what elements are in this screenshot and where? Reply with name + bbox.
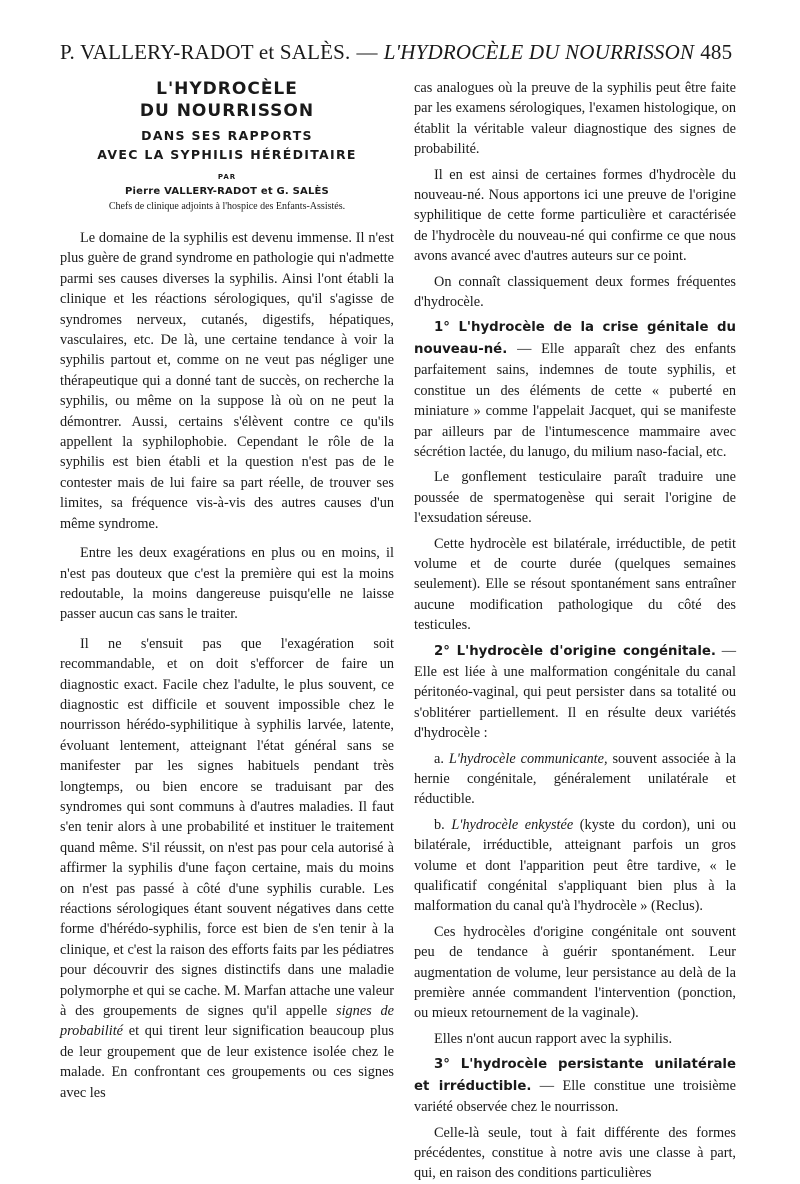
section-2-item-a-label: a. (434, 750, 444, 767)
section-2-text: — Elle est liée à une malformation congénitale du canal péritonéo-vaginal, qui peut persister dans sa totalité ou s'oblitérer partiellement. Il en résulte deux variétés d'hydrocèle : (414, 642, 736, 742)
article-subtitle-line-2: AVEC LA SYPHILIS HÉRÉDITAIRE (97, 147, 357, 162)
section-3-paragraph-2: Celle-là seule, tout à fait différente des formes précédentes, constitue à notre avis une classe à part, qui, en raison des conditions particulières (414, 1124, 736, 1182)
left-paragraph-1: Le domaine de la syphilis est devenu immense. Il n'est plus guère de grand syndrome en pathologie qui n'admette parmi ses causes diverses la syphilis. Ainsi l'ont établi la clinique et les réactions sérologiques, qu'il s'agisse de syndromes nerveux, cutanés, digestifs, hépatiques, vasculaires, etc. De là, une certaine tendance à voir la syphilis partout et, comme on ne veut pas négliger une thérapeutique qui a donné tant de succès, on recherche la syphilis, ou même on la suppose là où on ne peut la démontrer. Aussi, certains s'élèvent contre ce qu'ils appellent la syphilophobie. Cependant le rôle de la syphilis est bien établi et la question n'est pas de le contester mais de lui faire sa part réelle, de trouver ses limites, sa fréquence vis-à-vis des autres causes d'un même syndrome. (60, 230, 394, 532)
left-paragraph-3-text-a: Il ne s'ensuit pas que l'exagération soit recommandable, et on doit s'efforcer de faire un diagnostic exact. Facile chez l'adulte, le plus souvent, ce diagnostic est difficile et souvent impossible chez le nourrisson hérédo-syphilitique à syphilis larvée, latente, évoluant lentement, atteignant l'état général sans se manifester par les signes habituels pendant très longtemps, ou bien encore se traduisant par des syndromes qui sont communs à d'autres maladies. Il faut s'en tenir alors à une probabilité et instituer le traitement quand même. S'il réussit, on n'est pas pour cela autorisé à affirmer la syphilis d'une façon certaine, mais du moins on n'est pas passé à côté d'une syphilis curable. Les réactions sérologiques étant souvent négatives dans cette forme d'hérédo-syphilis, force est bien de s'en tenir à la clinique, et c'est la raison des efforts faits par les pédiatres pour découvrir des signes distinctifs dans une maladie polymorphe et qui se cache. M. Marfan attache une valeur à des groupements de signes qu'il appelle (60, 635, 394, 1020)
article-authors: Pierre VALLERY-RADOT et G. SALÈS (125, 186, 329, 197)
section-1-text: — Elle apparaît chez des enfants parfaitement sains, indemnes de toute syphilis, et constitue un des éléments de cette « puberté en miniature » comme l'appelait Jacquet, qui se manifeste par ailleurs par de l'intumescence mammaire avec sécrétion lactée, du lanugo, du milium naso-facial, etc. (414, 340, 736, 460)
right-paragraph-1: cas analogues où la preuve de la syphilis peut être faite par les examens sérologiques, l'examen histologique, on établit la véritable valeur diagnostique des signes de probabilité. (414, 80, 736, 158)
section-2-item-b (414, 815, 736, 917)
article-title-line-1: L'HYDROCÈLE (156, 79, 298, 99)
right-paragraph-3: On connaît classiquement deux formes fréquentes d'hydrocèle. (414, 273, 736, 311)
section-1-paragraph-3: Cette hydrocèle est bilatérale, irréductible, de petit volume et de courte durée (quelques semaines seulement). Elle se résout spontanément sans entraîner aucune modification pathologique du côté des testicules. (414, 535, 736, 634)
left-paragraph-3-italic: signes de probabilité (60, 1003, 395, 1040)
running-head-title: L'HYDROCÈLE DU NOURRISSON (383, 40, 695, 64)
section-2-paragraph-2: Ces hydrocèles d'origine congénitale ont souvent peu de tendance à guérir spontanément. Leur augmentation de volume, leur persistance au delà de la première année commandent l'intervention (ponction, ou mieux retournement de la vaginale). (414, 923, 736, 1022)
section-2-paragraph-3: Elles n'ont aucun rapport avec la syphilis. (434, 1030, 673, 1047)
article-subtitle-line-1: DANS SES RAPPORTS (141, 128, 313, 143)
par-label: PAR (217, 173, 237, 181)
running-head (60, 40, 750, 65)
left-paragraph-3-text-b: et qui tirent leur signification beaucoup plus de leur groupement que de leur existence isolée chez le malade. En confrontant ces groupements ou ces signes avec les (60, 1023, 394, 1101)
running-head-separator: — (356, 40, 378, 64)
right-paragraph-2: Il en est ainsi de certaines formes d'hydrocèle du nouveau-né. Nous apportons ici une preuve de l'origine syphilitique de cette forme particulière et caractérisée de l'hydrocèle du nouveau-né qui confirme ce que nous avons avancé avec d'autres auteurs sur ce point. (414, 166, 736, 265)
article-title-block (60, 78, 394, 214)
section-1-paragraph (414, 317, 736, 462)
left-column (60, 78, 394, 1103)
right-column (414, 78, 736, 1184)
section-2-item-a-text: souvent associée à la hernie congénitale, généralement unilatérale et réductible. (414, 750, 736, 808)
left-paragraph-3 (60, 634, 394, 1103)
section-3-heading: 3° L'hydrocèle persistante unilatérale et irréductible. (414, 1057, 736, 1094)
article-title-line-2: DU NOURRISSON (139, 101, 315, 121)
section-2-heading: 2° L'hydrocèle d'origine congénitale. (434, 643, 716, 659)
section-3-text: — Elle constitue une troisième variété observée chez le nourrisson. (414, 1077, 737, 1116)
section-2-item-b-label: b. (434, 816, 445, 833)
left-paragraph-2: Entre les deux exagérations en plus ou en moins, il n'est pas douteux que c'est la première qui est la moins redoutable, la moins dangereuse puisqu'elle ne laisse passer aucun cas sans le traiter. (60, 545, 394, 623)
section-3-paragraph (414, 1054, 736, 1117)
section-1-paragraph-2: Le gonflement testiculaire paraît traduire une poussée de spermatogenèse qui serait l'origine de l'exsudation séreuse. (414, 469, 736, 527)
section-2-item-b-italic: L'hydrocèle enkystée (451, 816, 574, 833)
section-1-heading: 1° L'hydrocèle de la crise génitale du nouveau-né. (414, 320, 736, 357)
author-affiliation: Chefs de clinique adjoints à l'hospice des Enfants-Assistés. (108, 201, 346, 212)
section-2-item-a-italic: L'hydrocèle communicante, (448, 750, 608, 767)
running-head-authors: P. VALLERY-RADOT et SALÈS. (60, 40, 351, 64)
section-2-item-b-text: (kyste du cordon), uni ou bilatérale, irréductible, atteignant parfois un gros volume et dont l'apparition peut être tardive, « le qualificatif congénital s'appliquant bien plus à la malformation du canal qu'à l'hydrocèle » (Reclus). (414, 816, 736, 915)
section-2-item-a (414, 749, 736, 810)
page-number: 485 (700, 40, 733, 64)
section-2-paragraph (414, 641, 736, 744)
